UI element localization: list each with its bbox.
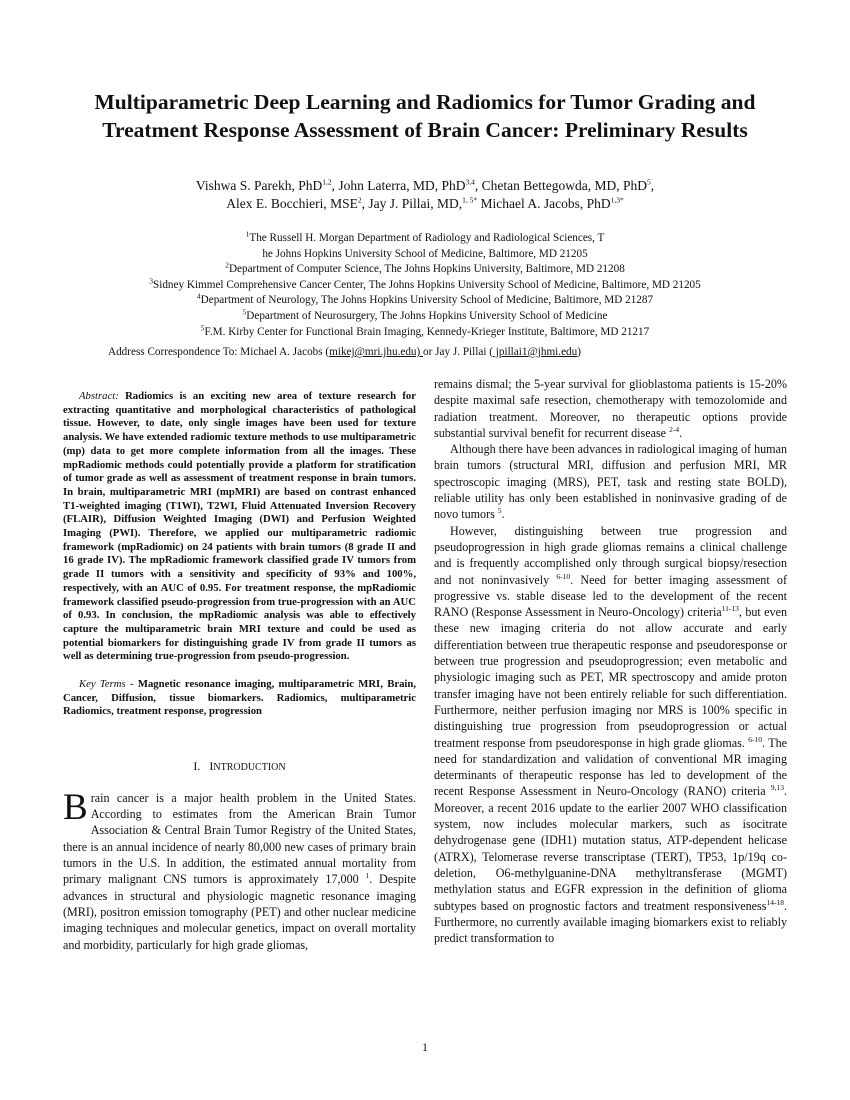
author-name: Vishwa S. Parekh, PhD xyxy=(195,178,323,193)
author-name: , Chetan Bettegowda, MD, PhD xyxy=(474,178,647,193)
abstract-text: Radiomics is an exciting new area of texture research for extracting quantitative and morphological characteristics of pathological tissue. However, to date, only single images have been used for texture analysis. We have extended radiomic texture methods to use multiparametric (mp) data to get more complete information from all the images. These mpRadiomic methods could potentially provide a platform for stratification of tumor grade as well as assessment of treatment response in brain tumors. In brain, multiparametric MRI (mpMRI) are based on contrast enhanced T1-weighted imaging (T1WI), T2WI, Fluid Attenuated Inversion Recovery (FLAIR), Diffusion Weighted Imaging (DWI) and Perfusion Weighted Imaging (PWI). Therefore, we applied our multiparametric radiomic framework (mpRadiomic) on 24 patients with brain tumors (8 grade II and 16 grade IV). The mpRadiomic framework classified grade IV tumors from grade II tumors with a sensitivity and specificity of 93% and 100%, respectively, with an AUC of 0.95. For treatment response, the mpRadiomic framework classified pseudo-progression from true-progression with an AUC of 0.93. In conclusion, the mpRadiomic analysis was able to effectively capture the multiparametric brain MRI texture and could be used as potential biomarkers for distinguishing grade IV from grade II tumors as well as determining true-progression from pseudo-progression. xyxy=(63,390,416,663)
affiliation-text: The Russell H. Morgan Department of Radiology and Radiological Sciences, T xyxy=(249,232,605,244)
citation-sup: 6-10 xyxy=(748,734,762,744)
citation-sup: 14-18 xyxy=(766,897,784,907)
author-sup: 1,3* xyxy=(610,195,624,205)
body-paragraph xyxy=(434,441,787,522)
author-list xyxy=(70,177,780,213)
intro-text: rain cancer is a major health problem in the United States. According to estimates from the American Brain Tumor Association & Central Brain Tumor Registry of the United States, there is an annual incidence of nearly 80,000 new cases of primary brain tumors in the U.S. In addition, the estimated annual mortality from primary malignant CNS tumors is approximately 17,000 xyxy=(63,790,416,887)
section-heading-introduction xyxy=(63,759,416,776)
correspondence-middle: or Jay J. Pillai ( xyxy=(423,346,493,358)
author-sup: 5 xyxy=(646,177,651,187)
correspondence-suffix: ) xyxy=(577,346,581,358)
author-name: Michael A. Jacobs, PhD xyxy=(477,196,611,211)
right-column xyxy=(434,376,787,946)
key-terms-label: Key Terms xyxy=(79,678,126,691)
author-sup: 1,2 xyxy=(322,177,332,187)
abstract xyxy=(63,390,416,664)
body-text: . The need for standardization and validation of conventional MR imaging determinants of therapeutic response has led to development of the recent Response Assessment in Neuro-Oncology (RANO) criteria xyxy=(434,735,787,799)
body-text: . xyxy=(501,507,505,522)
intro-text: . Despite advances in structural and physiologic magnetic resonance imaging (MRI), positron emission tomography (PET) and other nuclear medicine imaging techniques and molecular genetics, impact on overall mortality and morbidity, particularly for high grade gliomas, xyxy=(63,872,416,952)
author-sup: 2 xyxy=(357,195,362,205)
affiliation-sup: 5 xyxy=(242,307,247,317)
affiliation-text: Department of Neurology, The Johns Hopkins University School of Medicine, Baltimore, MD 21287 xyxy=(200,294,654,307)
affiliation-text: F.M. Kirby Center for Functional Brain Imaging, Kennedy-Krieger Institute, Baltimore, MD 21217 xyxy=(204,325,650,338)
section-title-rest: NTRODUCTION xyxy=(213,762,286,774)
affiliation-text: Sidney Kimmel Comprehensive Cancer Center, The Johns Hopkins University School of Medicine, Baltimore, MD 21205 xyxy=(152,278,701,291)
affiliation-sup: 3 xyxy=(149,276,153,286)
body-paragraph xyxy=(434,376,787,441)
citation-sup: 1 xyxy=(365,871,370,881)
affiliation-line xyxy=(40,309,810,325)
body-paragraph xyxy=(434,523,787,947)
body-text: . Moreover, a recent 2016 update to the earlier 2007 WHO classification system, now includes molecular markers, such as isocitrate dehydrogenase gene (IDH1) mutation status, ATP-dependent helicase (ATRX), Telomerase reverse transcriptase (TERT), TP53, 1p/19q co-deletion, O6-methylguanine-DNA methyltransferase (MGMT) methylation status and EGFR expression in the definition of glioma subtypes based on prognostic factors and treatment responsiveness xyxy=(434,784,787,913)
affiliation-line xyxy=(40,231,810,247)
body-text: . xyxy=(679,425,683,440)
affiliation-sup: 4 xyxy=(196,291,201,301)
affiliation-text: he Johns Hopkins University School of Medicine, Baltimore, MD 21205 xyxy=(262,247,588,260)
intro-paragraph xyxy=(63,786,416,953)
author-sup: 1, 5* xyxy=(462,195,478,205)
paper-title: Multiparametric Deep Learning and Radiomics for Tumor Grading and Treatment Response Assessment of Brain Cancer: Preliminary Results xyxy=(94,90,756,142)
author-name: , John Laterra, MD, PhD xyxy=(331,178,466,193)
affiliation-text: Department of Neurosurgery, The Johns Hopkins University School of Medicine xyxy=(246,309,608,322)
affiliation-sup: 1 xyxy=(245,229,250,239)
body-text: Although there have been advances in radiological imaging of human brain tumors (structural MRI, diffusion and perfusion MRI, MR spectroscopic imaging (MRS), PET, task and resting state BOLD), reliable utility has only been established in noninvasive grading of de novo tumors xyxy=(434,442,787,522)
affiliation-sup: 2 xyxy=(225,260,229,270)
affiliation-text: Department of Computer Science, The Johns Hopkins University, Baltimore, MD 21208 xyxy=(228,263,625,276)
citation-sup: 11-13 xyxy=(721,604,739,614)
email-link-pillai[interactable]: jpillai1@jhmi.edu xyxy=(492,346,578,358)
email-link-jacobs[interactable]: mikej@mri.jhu.edu) xyxy=(329,346,424,358)
key-terms xyxy=(63,678,416,719)
body-text: , but even these new imaging criteria do not allow accurate and early differentiation between true therapeutic response and pseudoresponse or between true progression and pseudoprogression; even metabolic and physiologic imaging such as PET, MR spectroscopy and amide proton transfer imaging have not been entirely reliable for such differentiation. Furthermore, neither perfusion imaging nor MRS is 100% specific in distinguishing true progression from pseudoprogression or actual treatment response from pseudoresponse in high grade gliomas. xyxy=(434,605,787,750)
body-text: . Furthermore, no currently available imaging biomarkers exist to reliably predict transformation to xyxy=(434,898,787,946)
author-name: Alex E. Bocchieri, MSE xyxy=(226,196,358,211)
author-sep: , xyxy=(650,178,655,193)
body-text: . Need for better imaging assessment of progressive vs. stable disease led to the development of the recent RANO (Response Assessment in Neuro-Oncology) criteria xyxy=(434,572,787,620)
body-text: However, distinguishing between true progression and pseudoprogression in high grade gliomas remains a clinical challenge and is frequently accomplished only through surgical biopsy/resection and not noninvasively xyxy=(434,523,787,587)
affiliation-line xyxy=(40,293,810,309)
citation-sup: 9,13 xyxy=(770,783,784,793)
drop-cap: B xyxy=(63,786,88,828)
citation-sup: 5 xyxy=(497,506,502,516)
section-number: I. xyxy=(193,759,201,774)
correspondence-line xyxy=(108,346,581,358)
citation-sup: 2-4 xyxy=(669,424,680,434)
section-title-first: I xyxy=(209,759,214,774)
affiliations xyxy=(40,231,810,340)
affiliation-line xyxy=(40,262,810,278)
affiliation-line xyxy=(40,247,810,263)
affiliation-line xyxy=(40,322,810,341)
page-number: 1 xyxy=(422,1040,428,1054)
abstract-label: Abstract: xyxy=(79,390,119,402)
body-text: remains dismal; the 5-year survival for glioblastoma patients is 15-20% despite maximal safe resection, chemotherapy with temozolomide and radiation treatment. Moreover, no therapeutic options provide substantial survival benefit for recurrent disease xyxy=(434,377,787,440)
author-name: , Jay J. Pillai, MD, xyxy=(361,196,463,211)
correspondence-prefix: Address Correspondence To: Michael A. Jacobs ( xyxy=(108,346,330,358)
key-terms-text: - Magnetic resonance imaging, multiparametric MRI, Brain, Cancer, Diffusion, tissue biomarkers. Radiomics, multiparametric Radiomics, treatment response, progression xyxy=(63,678,417,718)
author-sup: 3,4 xyxy=(465,177,475,187)
affiliation-sup: 5 xyxy=(200,322,205,332)
affiliation-line xyxy=(40,278,810,294)
citation-sup: 6-10 xyxy=(556,571,571,581)
left-column xyxy=(63,376,416,953)
